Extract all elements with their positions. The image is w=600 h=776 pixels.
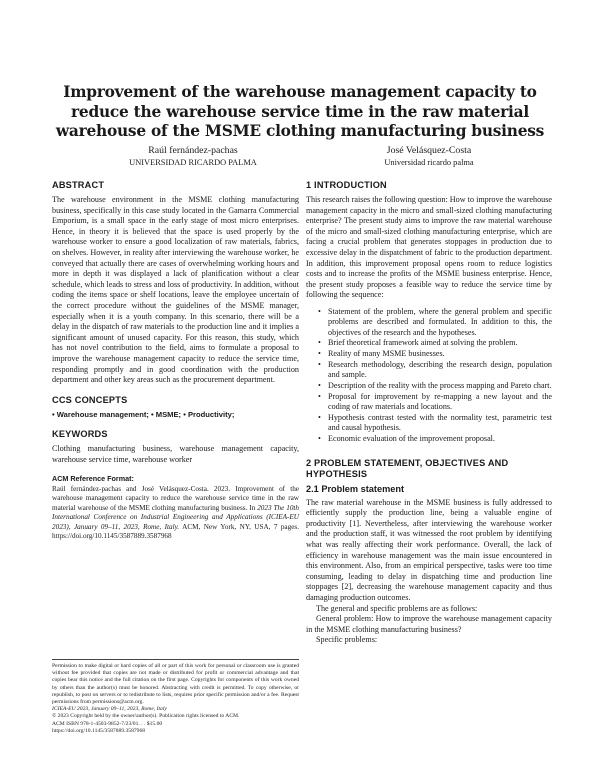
isbn-line: ACM ISBN 978-1-4503-9852-7/23/01. . . $15.00 (52, 720, 163, 727)
introduction-text: This research raises the following question: How to improve the warehouse management capacity in the micro and small-sized clothing manufacturing enterprise? The present study aims to improve the raw material warehouse of the micro and small-sized clothing manufacturing enterprise, which are facing a crucial problem that generates stoppages in production due to excessive delay in the dispatchment of fabric to the production department. In addition, this improvement proposal opens room to reduce logistics costs and to increase the profits of the MSME business enterprise. Hence, the present study proposes a feasible way to reduce the service time by following the sequence: (306, 195, 552, 300)
right-column (306, 180, 552, 646)
keywords-heading: KEYWORDS (52, 429, 108, 440)
specific-problems-label: Specific problems: (316, 635, 378, 645)
reference-label: ACM Reference Format: (52, 474, 134, 484)
problem-statement-text: The raw material warehouse in the MSME business is fully addressed to efficiently supply the production line, being a valuable engine of productivity [1]. Nevertheless, after interviewing the warehouse worker and the production staff, it was witnessed the root problem by identifying what was really affecting their work performance. Overall, the lack of efficiency in warehouse management was the main issue encountered in this environment. Also, from an empirical perspective, tasks were too time consuming, leading to delay in dispatching time and production line stoppages [2], decreasing the warehouse management capacity and thus damaging production outcomes. (306, 497, 552, 602)
author-2-name: José Velásquez-Costa (386, 145, 472, 156)
list-item: • Reality of many MSME businesses. (320, 349, 552, 359)
general-problem: General problem: How to improve the warehouse management capacity in the MSME clothing manufacturing business? (306, 614, 552, 634)
problem-statement-heading: 2.1 Problem statement (306, 483, 405, 494)
abstract-text: The warehouse environment in the MSME clothing manufacturing business, specifically in this case study located in the Gamarra Commercial Emporium, is a small space in the early stage of most micro enterprises. Hence, in theory it is believed that the space is used properly by the warehouse worker to ensure a good localization of raw materials, fabrics, on shelves. However, in reality after interviewing the warehouse worker, he conveyed that actually there are cases of overwhelming working hours and more in depth it was displayed a lack of planification without a clear schedule, which leads to stress and loss of productivity. In addition, without coding the items space or shelf locations, leave the employee uncertain of the correct procedure without the guidelines of the MSME manager, especially when it is a youth company. In this scenario, there will be a delay in the dispatch of raw materials to the production line and it implies a significant amount of unused capacity. For this reason, this study, which has not novel contribution to the field, aims to formulate a proposal to improve the warehouse management capacity to reduce the service time, responding promptly and in good coordination with the production department and other key areas such as the procurement department. (52, 195, 299, 385)
copyright-line: © 2023 Copyright held by the owner/author(s). Publication rights licensed to ACM. (52, 713, 240, 720)
paper-title: Improvement of the warehouse management capacity to reduce the warehouse service time in the raw material warehouse of the MSME clothing manufacturing business (55, 83, 545, 140)
abstract-heading: ABSTRACT (52, 180, 105, 190)
author-2-affiliation: Universidad ricardo palma (384, 158, 474, 167)
reference-text-after: ACM, New York, NY, USA, 7 pages. https://doi.org/10.1145/3587889.3587968 (52, 522, 299, 540)
left-column (52, 180, 299, 541)
list-item: • Proposal for improvement by re-mapping a new layout and the coding of raw materials and locations. (320, 392, 552, 413)
ccs-heading: CCS CONCEPTS (52, 394, 128, 405)
conference-line: ICIEA-EU 2023, January 09–11, 2023, Rome, Italy (52, 706, 167, 713)
list-item: • Brief theoretical framework aimed at solving the problem. (320, 338, 552, 348)
author-1-affiliation: UNIVERSIDAD RICARDO PALMA (129, 158, 257, 167)
reference-text: Raúl fernández-pachas and José Velásquez-Costa. 2023. Improvement of the warehouse management capacity to reduce the warehouse service time in the raw material warehouse of the MSME clothing manufacturing business. In (52, 484, 299, 512)
ccs-text: • Warehouse management; • MSME; • Productivity; (52, 409, 235, 419)
author-2 (336, 145, 522, 169)
doi-link[interactable]: https://doi.org/10.1145/3587889.3587968 (52, 727, 146, 734)
list-item: • Statement of the problem, where the general problem and specific problems are described and formulated. In addition to this, the objectives of the research and the hypotheses. (320, 307, 552, 338)
introduction-sequence-list (320, 307, 552, 444)
problems-intro: The general and specific problems are as follows: (316, 603, 478, 613)
section2-heading: 2 PROBLEM STATEMENT, OBJECTIVES AND HYPOTHESIS (306, 457, 509, 479)
list-item: • Hypothesis contrast tested with the normality test, parametric test and causal hypothesis. (320, 413, 552, 434)
author-1 (100, 145, 286, 169)
author-1-name: Raúl fernández-pachas (148, 145, 238, 156)
list-item: • Description of the reality with the process mapping and Pareto chart. (320, 381, 552, 391)
reference-venue: 2023 The 10th International Conference on Industrial Engineering and Applications (ICIEA-EU 2023), January 09–11, 2023, Rome, Italy. (52, 503, 299, 531)
keywords-text: Clothing manufacturing business, warehouse management capacity, warehouse service time, warehouse worker (52, 444, 299, 464)
list-item: • Economic evaluation of the improvement proposal. (320, 434, 552, 444)
acm-reference-format (52, 474, 299, 541)
introduction-heading: 1 INTRODUCTION (306, 180, 387, 190)
permission-text: Permission to make digital or hard copies of all or part of this work for personal or classroom use is granted without fee provided that copies are not made or distributed for profit or commercial advantage and that copies bear this notice and the full citation on the first page. Copyrights for components of this work owned by others than the author(s) must be honored. Abstracting with credit is permitted. To copy otherwise, or republish, to post on servers or to redistribute to lists, requires prior specific permission and/or a fee. Request permissions from permissions@acm.org. (52, 663, 299, 706)
list-item: • Research methodology, describing the research design, population and sample. (320, 360, 552, 381)
permission-footnote (52, 659, 299, 735)
